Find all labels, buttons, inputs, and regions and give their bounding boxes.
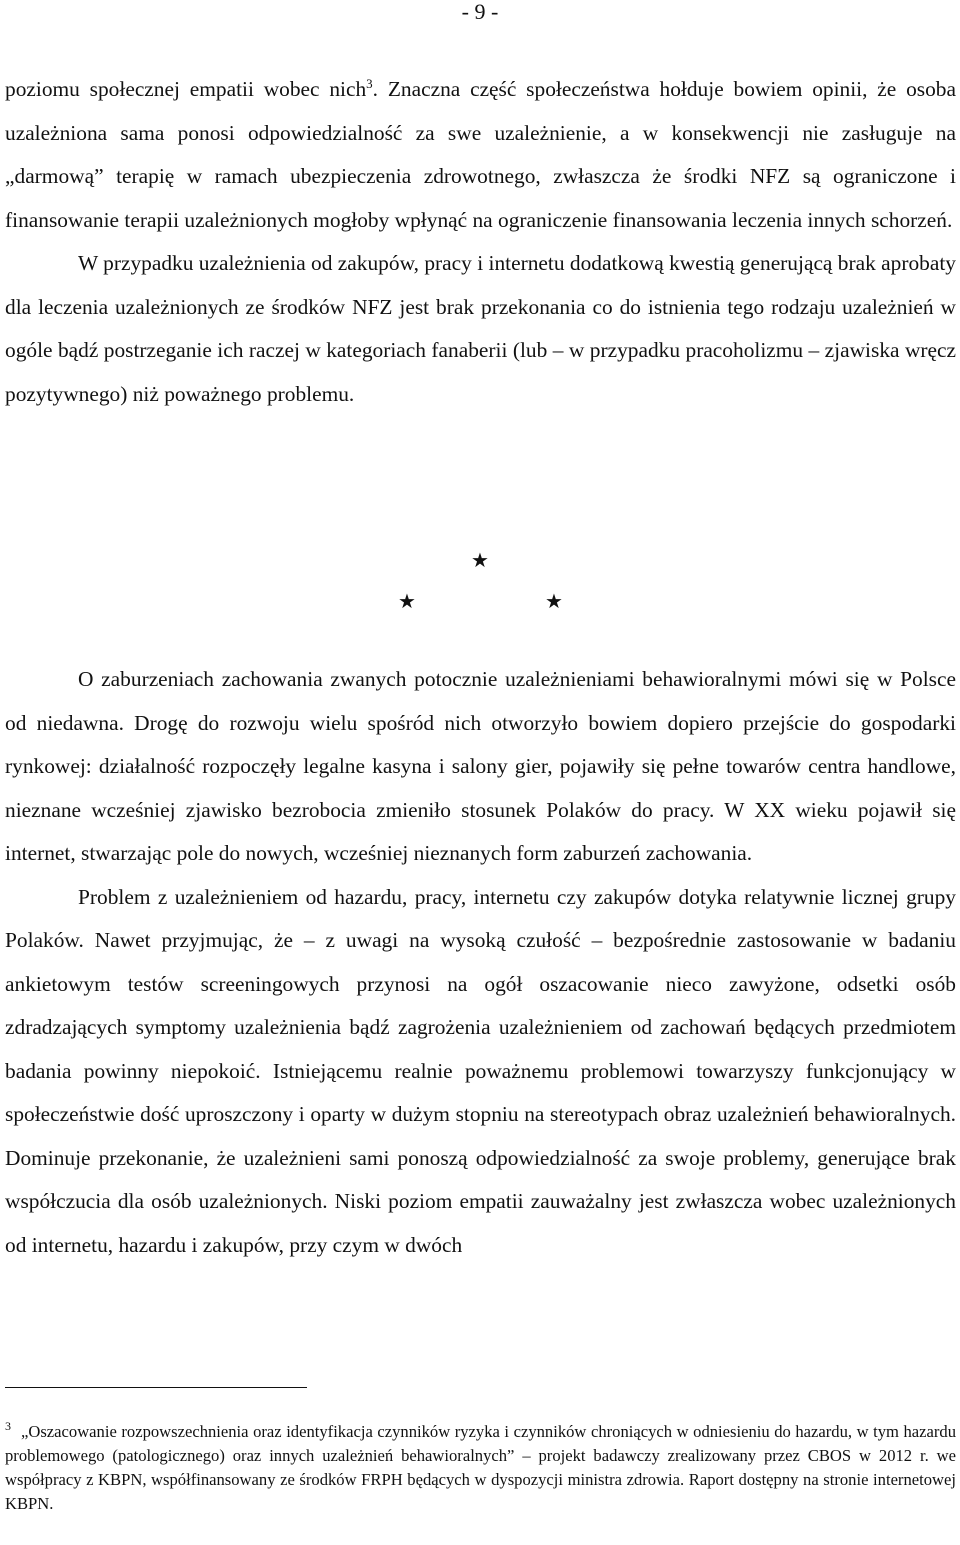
footnote-text: „Oszacowanie rozpowszechnienia oraz identyfikacja czynników ryzyka i czynników chroniących w odniesieniu do hazardu, w tym hazardu problemowego (patologicznego) oraz innych uzależnień behawioralnych” – projekt badawczy zrealizowany przez CBOS w 2012 r. we współpracy z KBPN, współfinansowany ze środków FRPH będących w dyspozycji ministra zdrowia. Raport dostępny na stronie internetowej KBPN. bbox=[5, 1422, 956, 1513]
body-text-block-2 bbox=[5, 658, 956, 1267]
paragraph-text: Znaczna część społeczeństwa hołduje bowiem opinii, że osoba uzależniona sama ponosi odpowiedzialność za swe uzależnienie, a w konsekwencji nie zasługuje na „darmową” terapię w ramach ubezpieczenia zdrowotnego, zwłaszcza że środki NFZ są ograniczone i finansowanie terapii uzależnionych mogłoby wpłynąć na ograniczenie finansowania leczenia innych schorzeń. bbox=[5, 77, 956, 232]
page-number: - 9 - bbox=[461, 0, 499, 24]
paragraph: O zaburzeniach zachowania zwanych potocznie uzależnieniami behawioralnymi mówi się w Polsce od niedawna. Drogę do rozwoju wielu spośród nich otworzyło bowiem dopiero przejście do gospodarki rynkowej: działalność rozpoczęły legalne kasyna i salony gier, pojawiły się pełne towarów centra handlowe, nieznane wcześniej zjawisko bezrobocia zmieniło stosunek Polaków do pracy. W XX wieku pojawił się internet, stwarzając pole do nowych, wcześniej nieznanych form zaburzeń zachowania. bbox=[5, 667, 956, 865]
star-icon: ★ bbox=[398, 589, 416, 613]
footnote bbox=[5, 1420, 956, 1516]
paragraph: W przypadku uzależnienia od zakupów, pracy i internetu dodatkową kwestią generującą brak aprobaty dla leczenia uzależnionych ze środków NFZ jest brak przekonania co do istnienia tego rodzaju uzależnień w ogóle bądź postrzeganie ich raczej w kategoriach fanaberii (lub – w przypadku pracoholizmu – zjawiska wręcz pozytywnego) niż poważnego problemu. bbox=[5, 251, 956, 406]
paragraph: poziomu społecznej empatii wobec nich$^3$. Znaczna część społeczeństwa hołduje bowiem opinii, że osoba uzależniona sama ponosi odpowiedzialność za swe uzależnienie, a w konsekwencji nie zasługuje na „darmową” terapię w ramach ubezpieczenia zdrowotnego, zwłaszcza że środki NFZ są ograniczone i finansowanie terapii uzależnionych mogłoby wpłynąć na ograniczenie finansowania leczenia innych schorzeń. bbox=[5, 75, 956, 232]
star-icon: ★ bbox=[471, 548, 489, 572]
footnote-reference[interactable]: 3 bbox=[366, 75, 373, 91]
paragraph: Problem z uzależnieniem od hazardu, pracy, internetu czy zakupów dotyka relatywnie licznej grupy Polaków. Nawet przyjmując, że – z uwagi na wysoką czułość – bezpośrednie zastosowanie w badaniu ankietowym testów screeningowych przynosi na ogół oszacowanie nieco zawyżone, odsetki osób zdradzających symptomy uzależnienia bądź zagrożenia uzależnieniem od zachowań będących przedmiotem badania powinny niepokoić. Istniejącemu realnie poważnemu problemowi towarzyszy funkcjonujący w społeczeństwie dość uproszczony i oparty w dużym stopniu na stereotypach obraz uzależnień behawioralnych. Dominuje przekonanie, że uzależnieni sami ponoszą odpowiedzialność za swoje problemy, generujące brak współczucia dla osób uzależnionych. Niski poziom empatii zauważalny jest zwłaszcza wobec uzależnionych od internetu, hazardu i zakupów, przy czym w dwóch bbox=[5, 884, 956, 1257]
body-text-block-1 bbox=[5, 68, 956, 416]
continued-text: poziomu społecznej empatii wobec nich bbox=[5, 77, 367, 101]
footnote-mark: 3 bbox=[5, 1419, 11, 1434]
footnote-divider bbox=[5, 1387, 307, 1388]
star-icon: ★ bbox=[545, 589, 563, 613]
